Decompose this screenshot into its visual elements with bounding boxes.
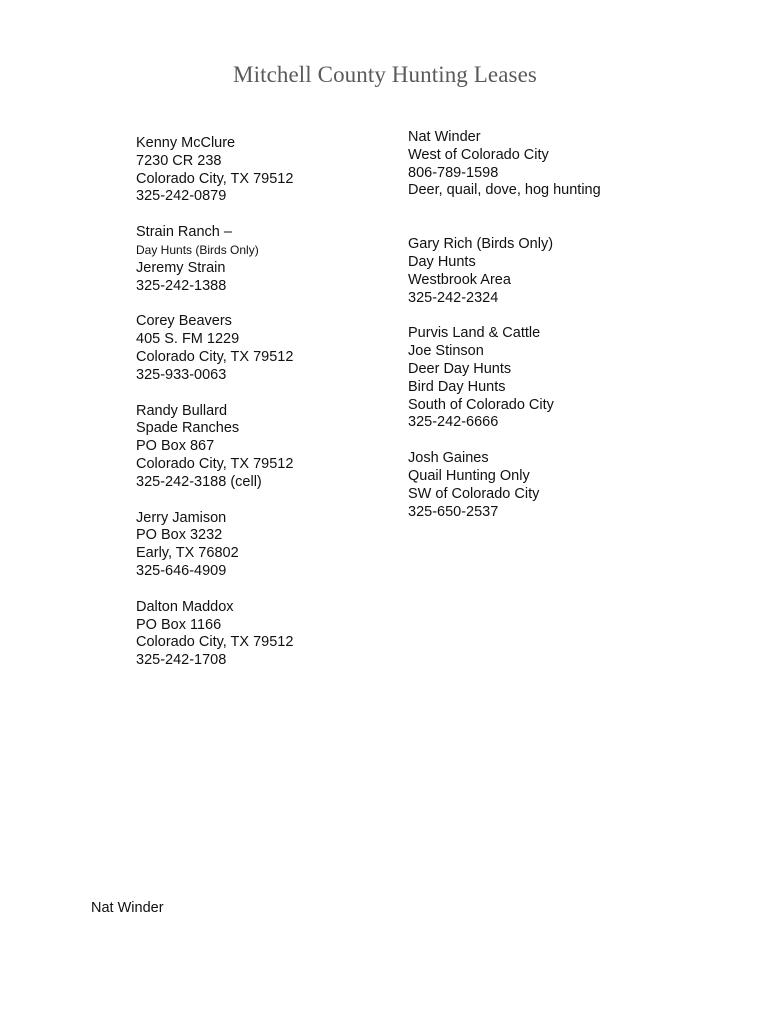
contact-entry xyxy=(136,135,293,206)
contact-entry xyxy=(408,325,601,432)
contact-entry xyxy=(136,599,293,670)
right-column xyxy=(408,129,601,521)
contact-detail: PO Box 867 xyxy=(136,438,215,455)
contact-detail: Joe Stinson xyxy=(408,343,484,360)
contact-detail: Early, TX 76802 xyxy=(136,545,239,562)
contact-name: Corey Beavers xyxy=(136,313,232,330)
footer-name: Nat Winder xyxy=(91,900,164,916)
contact-entry xyxy=(136,510,293,581)
contact-name: Dalton Maddox xyxy=(136,598,234,615)
contact-detail: Colorado City, TX 79512 xyxy=(136,348,294,365)
contact-detail: SW of Colorado City xyxy=(408,485,540,502)
contact-detail: 325-646-4909 xyxy=(136,562,227,579)
contact-entry xyxy=(408,236,601,307)
contact-entry xyxy=(408,450,601,521)
contact-name: Nat Winder xyxy=(408,129,481,145)
contact-detail: Colorado City, TX 79512 xyxy=(136,634,294,651)
contact-detail: 7230 CR 238 xyxy=(136,152,222,169)
contact-detail: Westbrook Area xyxy=(408,271,511,288)
contact-detail: 405 S. FM 1229 xyxy=(136,331,240,348)
contact-detail: 325-242-6666 xyxy=(408,414,499,431)
contact-detail: Spade Ranches xyxy=(136,420,240,437)
contact-name: Kenny McClure xyxy=(136,135,236,151)
contact-detail: Deer, quail, dove, hog hunting xyxy=(408,182,601,199)
contact-name: Gary Rich (Birds Only) xyxy=(408,236,554,253)
contact-detail: 325-242-1708 xyxy=(136,652,227,669)
left-column xyxy=(136,135,293,670)
contact-detail: South of Colorado City xyxy=(408,396,554,413)
contact-name: Randy Bullard xyxy=(136,402,228,419)
contact-detail: West of Colorado City xyxy=(408,146,549,163)
contact-entry xyxy=(136,224,293,295)
contact-detail: Day Hunts xyxy=(408,253,476,270)
contact-name: Strain Ranch – xyxy=(136,224,232,241)
contact-detail: Deer Day Hunts xyxy=(408,360,512,377)
contact-detail: Colorado City, TX 79512 xyxy=(136,170,294,187)
contact-detail: 325-242-0879 xyxy=(136,188,227,205)
contact-detail: Jeremy Strain xyxy=(136,259,226,276)
contact-name: Jerry Jamison xyxy=(136,509,227,526)
contact-detail: 325-242-1388 xyxy=(136,277,227,294)
contact-detail: 325-242-3188 (cell) xyxy=(136,473,262,490)
contact-detail: Bird Day Hunts xyxy=(408,378,506,395)
contact-detail: PO Box 1166 xyxy=(136,616,222,633)
page-title: Mitchell County Hunting Leases xyxy=(233,62,537,87)
contact-detail: PO Box 3232 xyxy=(136,527,223,544)
contact-detail: 325-933-0063 xyxy=(136,366,227,383)
contact-detail: 806-789-1598 xyxy=(408,164,499,181)
contact-entry xyxy=(408,129,601,200)
contact-entry xyxy=(136,403,293,492)
contact-detail: 325-242-2324 xyxy=(408,289,499,306)
contact-detail: 325-650-2537 xyxy=(408,503,499,520)
contact-name: Purvis Land & Cattle xyxy=(408,325,541,342)
contact-detail: Day Hunts (Birds Only) xyxy=(136,242,259,257)
contact-entry xyxy=(136,313,293,384)
contact-name: Josh Gaines xyxy=(408,450,489,467)
contact-detail: Quail Hunting Only xyxy=(408,467,530,484)
contact-detail: Colorado City, TX 79512 xyxy=(136,455,294,472)
